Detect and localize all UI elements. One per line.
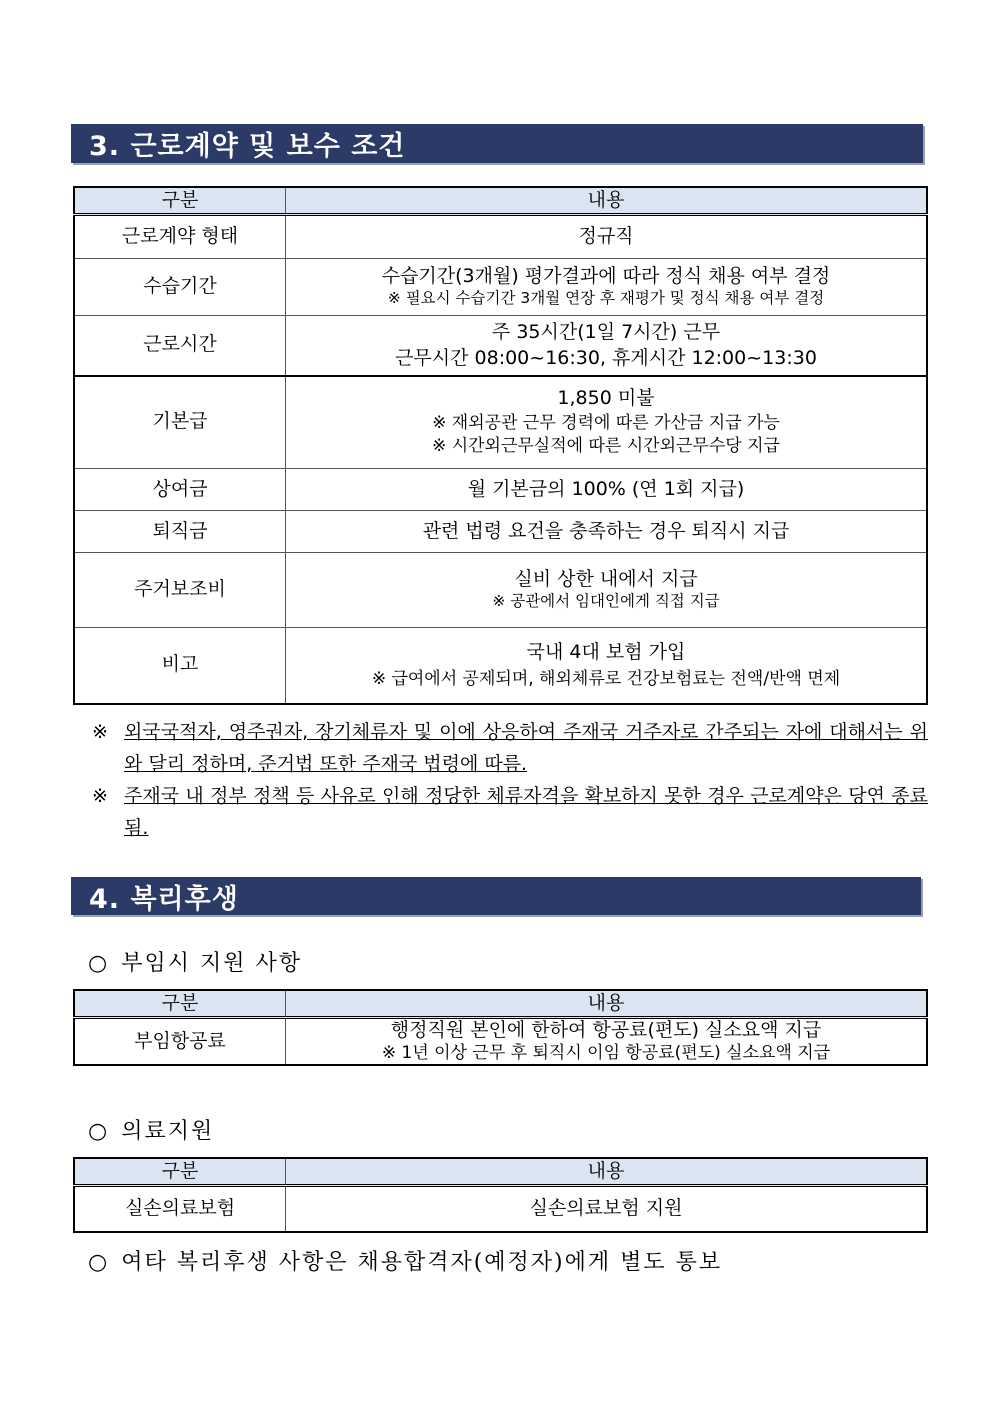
header-category: 구분 — [74, 187, 286, 215]
row-sub-note: ※ 재외공관 근무 경력에 따른 가산금 지급 가능 — [432, 413, 780, 434]
medical-support-table — [73, 1157, 928, 1233]
row-content — [286, 316, 928, 376]
row-content — [286, 376, 928, 469]
row-main: 정규직 — [578, 225, 634, 248]
bullet-icon: ○ — [88, 1119, 110, 1144]
row-label: 비고 — [74, 628, 286, 704]
note-item — [92, 780, 928, 844]
compensation-table — [73, 186, 928, 705]
header-content: 내용 — [286, 187, 928, 215]
table-header-row — [74, 1158, 927, 1186]
row-label: 실손의료보험 — [74, 1186, 286, 1232]
row-main: 국내 4대 보험 가입 — [526, 641, 686, 664]
header-category: 구분 — [74, 1158, 286, 1186]
table-row — [74, 259, 927, 316]
subsection-heading — [88, 1114, 214, 1145]
bullet-icon: ○ — [88, 1250, 110, 1275]
row-main: 실비 상한 내에서 지급 — [514, 568, 698, 591]
row-content — [286, 259, 928, 316]
header-content: 내용 — [286, 990, 928, 1018]
row-main: 행정직원 본인에 한하여 항공료(편도) 실소요액 지급 — [390, 1019, 822, 1041]
row-main: 1,850 미불 — [557, 387, 655, 410]
note-text: 외국국적자, 영주권자, 장기체류자 및 이에 상응하여 주재국 거주자로 간주되는 자에 대해서는 위와 달리 정하며, 준거법 또한 주재국 법령에 따름. — [124, 721, 928, 775]
row-label: 근로계약 형태 — [74, 215, 286, 259]
row-main: 수습기간(3개월) 평가결과에 따라 정식 채용 여부 결정 — [381, 265, 831, 288]
section-3-title: 3. 근로계약 및 보수 조건 — [71, 124, 923, 163]
row-main: 관련 법령 요건을 충족하는 경우 퇴직시 지급 — [422, 519, 790, 542]
table-row — [74, 469, 927, 511]
note-text: 주재국 내 정부 정책 등 사유로 인해 정당한 체류자격을 확보하지 못한 경우 근로계약은 당연 종료됨. — [124, 785, 928, 839]
row-main: 주 35시간(1일 7시간) 근무 — [491, 320, 721, 343]
table-row — [74, 511, 927, 553]
row-label: 상여금 — [74, 469, 286, 511]
note-mark: ※ — [92, 721, 108, 743]
table-row — [74, 376, 927, 469]
row-content — [286, 511, 928, 553]
row-main-2: 근무시간 08:00~16:30, 휴게시간 12:00~13:30 — [395, 347, 817, 370]
row-sub-note: ※ 1년 이상 근무 후 퇴직시 이임 항공료(편도) 실소요액 지급 — [381, 1042, 831, 1063]
closing-note — [88, 1245, 722, 1276]
section-3-notes — [92, 716, 928, 844]
row-label: 부임항공료 — [74, 1018, 286, 1066]
table-row — [74, 1018, 927, 1066]
table-header-row — [74, 990, 927, 1018]
section-4-title: 4. 복리후생 — [71, 877, 921, 915]
row-sub-note: ※ 필요시 수습기간 3개월 연장 후 재평가 및 정식 채용 여부 결정 — [387, 289, 825, 308]
subsection-heading — [88, 946, 302, 977]
row-label: 근로시간 — [74, 316, 286, 376]
row-content — [286, 1186, 928, 1232]
row-label: 주거보조비 — [74, 553, 286, 628]
row-content — [286, 553, 928, 628]
row-main: 실손의료보험 지원 — [529, 1196, 683, 1219]
header-category: 구분 — [74, 990, 286, 1018]
row-label: 수습기간 — [74, 259, 286, 316]
subsection-heading-text: 부임시 지원 사항 — [121, 951, 302, 976]
table-row — [74, 316, 927, 376]
row-content — [286, 1018, 928, 1066]
table-header-row — [74, 187, 927, 215]
header-content: 내용 — [286, 1158, 928, 1186]
row-main: 월 기본금의 100% (연 1회 지급) — [467, 477, 745, 500]
relocation-support-table — [73, 989, 928, 1066]
table-row — [74, 215, 927, 259]
bullet-icon: ○ — [88, 951, 110, 976]
row-content — [286, 628, 928, 704]
note-mark: ※ — [92, 785, 108, 807]
row-sub-note: ※ 시간외근무실적에 따른 시간외근무수당 지급 — [432, 436, 780, 457]
row-sub-note: ※ 급여에서 공제되며, 해외체류로 건강보험료는 전액/반액 면제 — [371, 668, 841, 689]
row-content — [286, 215, 928, 259]
table-row — [74, 1186, 927, 1232]
row-label: 기본급 — [74, 376, 286, 469]
table-row — [74, 553, 927, 628]
subsection-heading-text: 의료지원 — [121, 1119, 215, 1144]
table-row — [74, 628, 927, 704]
row-label: 퇴직금 — [74, 511, 286, 553]
closing-note-text: 여타 복리후생 사항은 채용합격자(예정자)에게 별도 통보 — [121, 1250, 723, 1275]
row-sub-note: ※ 공관에서 임대인에게 직접 지급 — [492, 592, 720, 611]
note-item — [92, 716, 928, 780]
row-content — [286, 469, 928, 511]
